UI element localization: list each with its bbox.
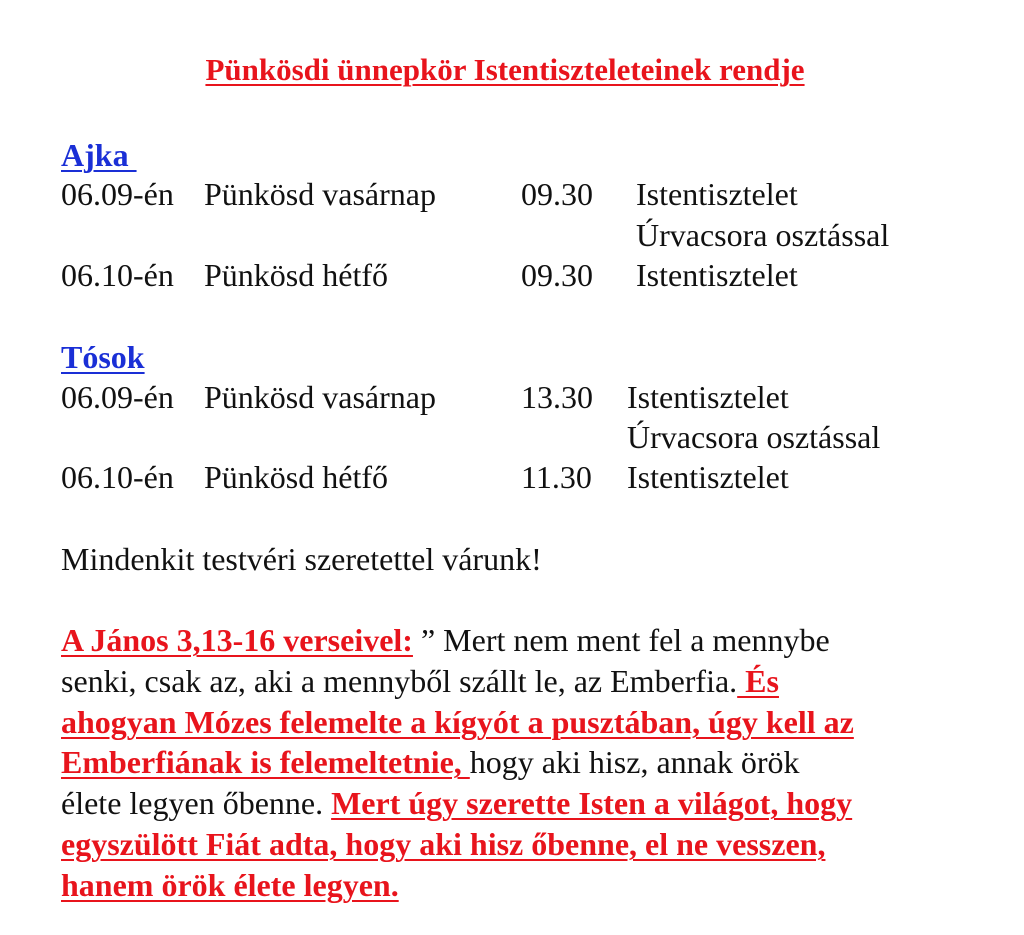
ajka-row2-time: 09.30 [521, 257, 593, 293]
ajka-row1-time: 09.30 [521, 176, 593, 212]
page-title: Pünkösdi ünnepkör Istentiszteleteinek rendje [205, 52, 805, 87]
section-heading-ajka: Ajka [61, 137, 137, 173]
verse-reference: A János 3,13-16 verseivel: [61, 622, 413, 658]
tosok-row1-time: 13.30 [521, 379, 593, 415]
tosok-row1-extra: Úrvacsora osztással [627, 419, 881, 455]
ajka-row1-extra: Úrvacsora osztással [636, 217, 890, 253]
verse-highlight: Mert úgy szerette Isten a világot, hogy [331, 785, 853, 821]
verse-highlight: Emberfiának is felemeltetnie, [61, 744, 470, 780]
verse-line-6 [61, 828, 825, 860]
tosok-row2-service: Istentisztelet [627, 459, 789, 495]
ajka-row2-date: 06.10-én [61, 257, 174, 293]
verse-line-7 [61, 869, 399, 901]
verse-text: élete legyen őbenne. [61, 785, 332, 821]
ajka-row1-service: Istentisztelet [636, 176, 798, 212]
tosok-row2-day: Pünkösd hétfő [204, 459, 388, 495]
verse-line-3 [61, 706, 854, 738]
verse-highlight: egyszülött Fiát adta, hogy aki hisz őbenne, el ne vesszen, [61, 826, 826, 862]
verse-highlight: ahogyan Mózes felemelte a kígyót a pusztában, úgy kell az [61, 704, 854, 740]
tosok-row2-date: 06.10-én [61, 459, 174, 495]
tosok-row1-service: Istentisztelet [627, 379, 789, 415]
ajka-row1-date: 06.09-én [61, 176, 174, 212]
tosok-row2-time: 11.30 [521, 459, 592, 495]
tosok-row1-date: 06.09-én [61, 379, 174, 415]
verse-line-2 [61, 665, 779, 697]
verse-text: hogy aki hisz, annak örök [469, 744, 800, 780]
verse-line-5 [61, 787, 852, 819]
ajka-row1-day: Pünkösd vasárnap [204, 176, 436, 212]
verse-line-1 [61, 624, 830, 656]
verse-highlight: És [737, 663, 779, 699]
greeting-text: Mindenkit testvéri szeretettel várunk! [61, 541, 542, 577]
verse-text: ” Mert nem ment fel a mennybe [412, 622, 830, 658]
verse-line-4 [61, 746, 800, 778]
verse-highlight: hanem örök élete legyen. [61, 867, 399, 903]
ajka-row2-day: Pünkösd hétfő [204, 257, 388, 293]
ajka-row2-service: Istentisztelet [636, 257, 798, 293]
tosok-row1-day: Pünkösd vasárnap [204, 379, 436, 415]
verse-text: senki, csak az, aki a mennyből szállt le, az Emberfia. [61, 663, 738, 699]
section-heading-tosok: Tósok [61, 339, 145, 375]
